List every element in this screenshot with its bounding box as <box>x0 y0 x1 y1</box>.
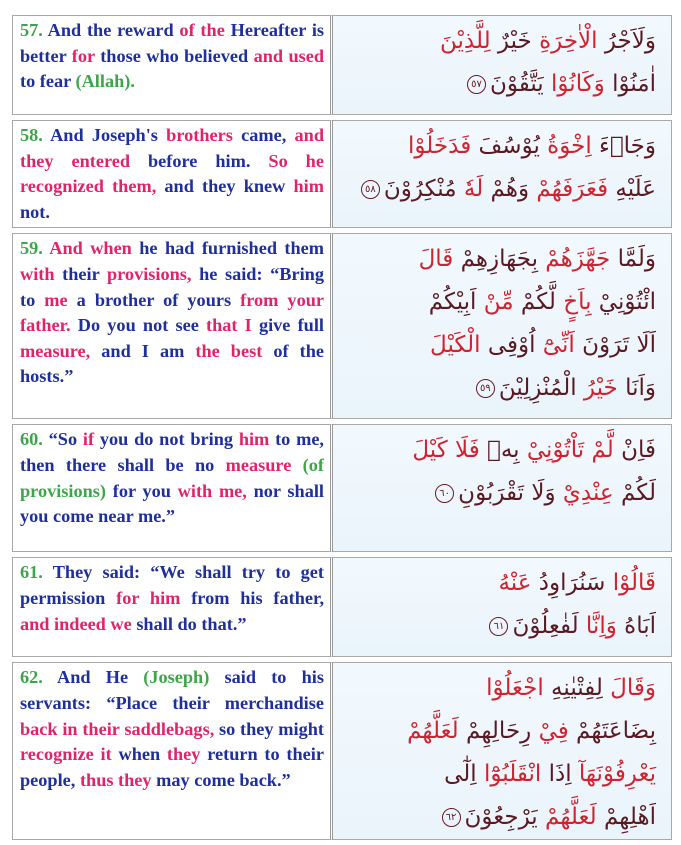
translation-segment: of the <box>179 20 225 40</box>
translation-segment: them, <box>112 176 157 197</box>
translation-segment: return to their people, <box>20 744 324 790</box>
arabic-word: لَكُمْ <box>613 480 656 507</box>
arabic-word: لَعَلَّهُمْ <box>537 804 597 831</box>
arabic-line <box>344 667 656 710</box>
arabic-word: قَالُوْا <box>605 570 656 597</box>
verse-arabic <box>333 120 672 228</box>
arabic-line <box>344 710 656 753</box>
translation-segment: brothers <box>166 125 233 145</box>
arabic-line <box>344 125 656 168</box>
translation-segment: saddlebags, <box>124 718 215 739</box>
arabic-word: يَرْجِعُوْنَ <box>464 804 538 831</box>
ayah-number-marker: ٦٠ <box>435 484 454 503</box>
arabic-word: لَهٗ <box>456 176 484 202</box>
verse-number: 60. <box>20 429 43 450</box>
translation-segment: not. <box>20 201 50 222</box>
translation-segment: when <box>90 238 132 259</box>
translation-segment <box>104 176 112 196</box>
translation-segment: and used <box>253 45 325 66</box>
translation-segment: for you <box>106 480 178 501</box>
arabic-word: فَلَا كَيْلَ <box>412 437 480 464</box>
translation-segment: and indeed we <box>20 613 132 634</box>
arabic-word: وَاَنَا <box>617 375 656 402</box>
translation-segment: And Joseph's <box>42 125 167 145</box>
arabic-line <box>344 753 656 796</box>
arabic-word: يَتَّقُوْنَ <box>489 71 544 97</box>
verse-translation <box>12 233 333 419</box>
translation-segment: and I am <box>90 340 196 361</box>
verses-body <box>12 15 672 840</box>
translation-segment: the best <box>195 340 263 361</box>
arabic-word: اَلَا تَرَوْنَ <box>574 332 656 359</box>
translation-segment: with me, <box>177 480 247 501</box>
arabic-word: بِضَاعَتَهُمْ <box>568 718 656 745</box>
arabic-word: لَّكُمْ <box>513 289 556 316</box>
verse-translation <box>12 120 333 228</box>
translation-segment: said to his servants: “Place their merchandise <box>20 667 324 713</box>
arabic-word: فَعَرَفَهُمْ <box>529 176 609 202</box>
translation-segment: may come back.” <box>151 769 291 790</box>
arabic-word: الْكَيْلَ <box>430 332 481 359</box>
translation-segment: And the reward <box>42 20 180 40</box>
arabic-word: ائْتُوْنِيْ <box>591 289 656 316</box>
arabic-word: اَبِيْكُمْ <box>428 289 477 316</box>
arabic-word: فَدَخَلُوْا <box>408 133 472 159</box>
arabic-word: يَعْرِفُوْنَهَآ <box>571 761 656 788</box>
arabic-line <box>344 472 656 515</box>
translation-segment: and they entered <box>20 125 324 171</box>
arabic-word: سَنُرَاوِدُ <box>531 570 606 597</box>
translation-segment: measure, <box>20 340 91 361</box>
verse-arabic <box>333 233 672 419</box>
arabic-word: وَلَمَّا <box>610 246 656 273</box>
translation-segment: from his father, <box>180 587 325 608</box>
translation-segment: Hereafter is better <box>20 20 325 66</box>
arabic-word: الْمُنْزِلِيْنَ <box>498 375 577 402</box>
arabic-word: اَبَاهُ <box>616 613 656 640</box>
verse-row <box>12 424 672 552</box>
arabic-word: وَلَا تَقْرَبُوْنِ <box>458 480 556 507</box>
translation-segment: their <box>54 263 107 284</box>
translation-segment: And He <box>42 667 144 688</box>
arabic-word: اُوْفِى <box>480 332 536 359</box>
translation-segment: when <box>111 744 167 765</box>
verse-row <box>12 120 672 228</box>
translation-segment: that I <box>206 315 252 336</box>
translation-segment: in their <box>57 718 125 739</box>
arabic-word: اٰمَنُوْا <box>604 71 656 97</box>
arabic-word: بِجَهَازِهِمْ <box>453 246 538 273</box>
translation-segment: before him. <box>130 150 269 171</box>
translation-segment: him <box>293 176 324 197</box>
arabic-line <box>344 238 656 281</box>
arabic-word: مِّنْ <box>476 289 514 316</box>
arabic-word: بِاَخٍ <box>555 289 592 316</box>
arabic-word: فَاِنْ <box>613 437 656 464</box>
arabic-word: لَفٰعِلُوْنَ <box>512 613 579 640</box>
translation-segment: you do not bring <box>94 429 239 450</box>
verse-arabic <box>333 15 672 115</box>
translation-segment: for him <box>116 587 181 608</box>
verse-translation <box>12 424 333 552</box>
translation-segment <box>291 455 302 475</box>
arabic-word: رِحَالِهِمْ <box>458 718 532 745</box>
arabic-line <box>344 605 656 648</box>
arabic-word: اجْعَلُوْا <box>486 675 544 702</box>
translation-segment: (Joseph) <box>143 667 210 688</box>
arabic-word: وَاِنَّا <box>578 613 617 640</box>
arabic-word: وَهُمْ <box>483 176 530 202</box>
arabic-line <box>344 562 656 605</box>
translation-segment: They said: “We shall try to get permission <box>20 562 324 608</box>
translation-segment: provisions, <box>106 263 192 284</box>
translation-segment: he had furnished them <box>131 238 324 259</box>
arabic-word: اَنِّىْٓ <box>535 332 575 359</box>
arabic-line <box>344 63 656 106</box>
translation-segment: if <box>82 429 95 450</box>
arabic-word: اِخْوَةُ <box>539 133 592 159</box>
translation-segment: (Allah). <box>75 71 135 92</box>
translation-segment: to fear <box>20 71 76 92</box>
translation-segment: to me, then there shall be no <box>20 429 325 475</box>
translation-segment: “So <box>42 429 83 450</box>
arabic-word: خَيْرٌ <box>490 28 532 54</box>
verse-translation <box>12 557 333 657</box>
arabic-word: قَالَ <box>418 246 454 273</box>
translation-segment: Do you not see <box>70 315 206 336</box>
ayah-number-marker: ٥٩ <box>476 379 495 398</box>
arabic-word: الْاٰخِرَةِ <box>531 28 598 54</box>
arabic-word: يُوْسُفَ <box>471 133 540 159</box>
arabic-line <box>344 20 656 63</box>
translation-segment: from your father. <box>20 289 324 336</box>
verse-arabic <box>333 424 672 552</box>
translation-segment: shall do that.” <box>131 613 247 634</box>
arabic-word: عَنْهُ <box>498 570 532 597</box>
translation-segment: nor shall you come near me.” <box>20 480 324 527</box>
verse-row <box>12 15 672 115</box>
arabic-word: وَكَانُوْا <box>543 71 605 97</box>
translation-segment: he said: “Bring to <box>20 263 324 310</box>
arabic-word: اِلٰٓى <box>444 761 477 788</box>
translation-segment: and they knew <box>156 176 294 197</box>
verse-number: 58. <box>20 125 43 145</box>
arabic-word: جَهَّزَهُمْ <box>538 246 611 273</box>
arabic-word: لِفِتْيٰنِهِ <box>543 675 603 702</box>
arabic-word: خَيْرُ <box>576 375 618 402</box>
arabic-line <box>344 324 656 367</box>
arabic-word: اَهْلِهِمْ <box>596 804 656 831</box>
arabic-word: لَعَلَّهُمْ <box>407 718 459 745</box>
verse-translation <box>12 15 333 115</box>
translation-segment: came, <box>232 125 295 145</box>
arabic-line <box>344 796 656 839</box>
translation-segment: give full <box>251 315 325 336</box>
translation-segment: measure <box>225 454 292 475</box>
translation-segment: a brother of yours <box>67 289 241 310</box>
arabic-word: وَجَاۗءَ <box>591 133 656 159</box>
arabic-word: مُنْكِرُوْنَ <box>383 176 457 202</box>
translation-segment: for <box>71 45 95 66</box>
translation-segment: so they might <box>214 718 324 739</box>
arabic-word: عِنْدِيْ <box>555 480 614 507</box>
translation-segment: of the hosts.” <box>20 340 324 387</box>
translation-segment: recognize it <box>20 744 112 765</box>
verse-row <box>12 233 672 419</box>
arabic-word: وَلَاَجْرُ <box>597 28 656 54</box>
verse-number: 59. <box>20 238 43 259</box>
verse-translation <box>12 662 333 840</box>
translation-segment: him <box>238 429 270 450</box>
translation-segment: back <box>20 718 58 739</box>
verse-row <box>12 557 672 657</box>
verse-arabic <box>333 662 672 840</box>
translation-segment: they <box>166 744 201 765</box>
translation-segment: thus they <box>79 769 152 790</box>
translation-segment: me <box>44 289 68 310</box>
verse-row <box>12 662 672 840</box>
ayah-number-marker: ٦٢ <box>442 808 461 827</box>
translation-segment: And <box>42 238 91 259</box>
arabic-word: فِيْ <box>531 718 569 745</box>
arabic-line <box>344 367 656 410</box>
translation-segment: (of provisions) <box>20 454 324 501</box>
arabic-word: لِلَّذِيْنَ <box>439 28 491 54</box>
verse-number: 57. <box>20 20 43 40</box>
arabic-line <box>344 281 656 324</box>
translation-segment: with <box>20 263 55 284</box>
arabic-word: اِذَا <box>541 761 572 788</box>
verse-number: 61. <box>20 562 43 583</box>
arabic-word: لَّمْ تَاْتُوْنِيْ <box>519 437 614 464</box>
arabic-word: وَقَالَ <box>602 675 656 702</box>
arabic-word: بِهٖ <box>479 437 520 464</box>
ayah-number-marker: ٥٧ <box>467 75 486 94</box>
translation-segment: those who believed <box>94 45 254 66</box>
ayah-number-marker: ٦١ <box>489 617 508 636</box>
arabic-word: انْقَلَبُوْٓا <box>476 761 542 788</box>
verse-arabic <box>333 557 672 657</box>
translation-segment: So he recognized <box>20 150 324 197</box>
arabic-line <box>344 429 656 472</box>
ayah-number-marker: ٥٨ <box>361 180 380 199</box>
arabic-word: عَلَيْهِ <box>608 176 656 202</box>
verse-number: 62. <box>20 667 43 688</box>
verses-table <box>12 10 672 845</box>
arabic-line <box>344 168 656 211</box>
